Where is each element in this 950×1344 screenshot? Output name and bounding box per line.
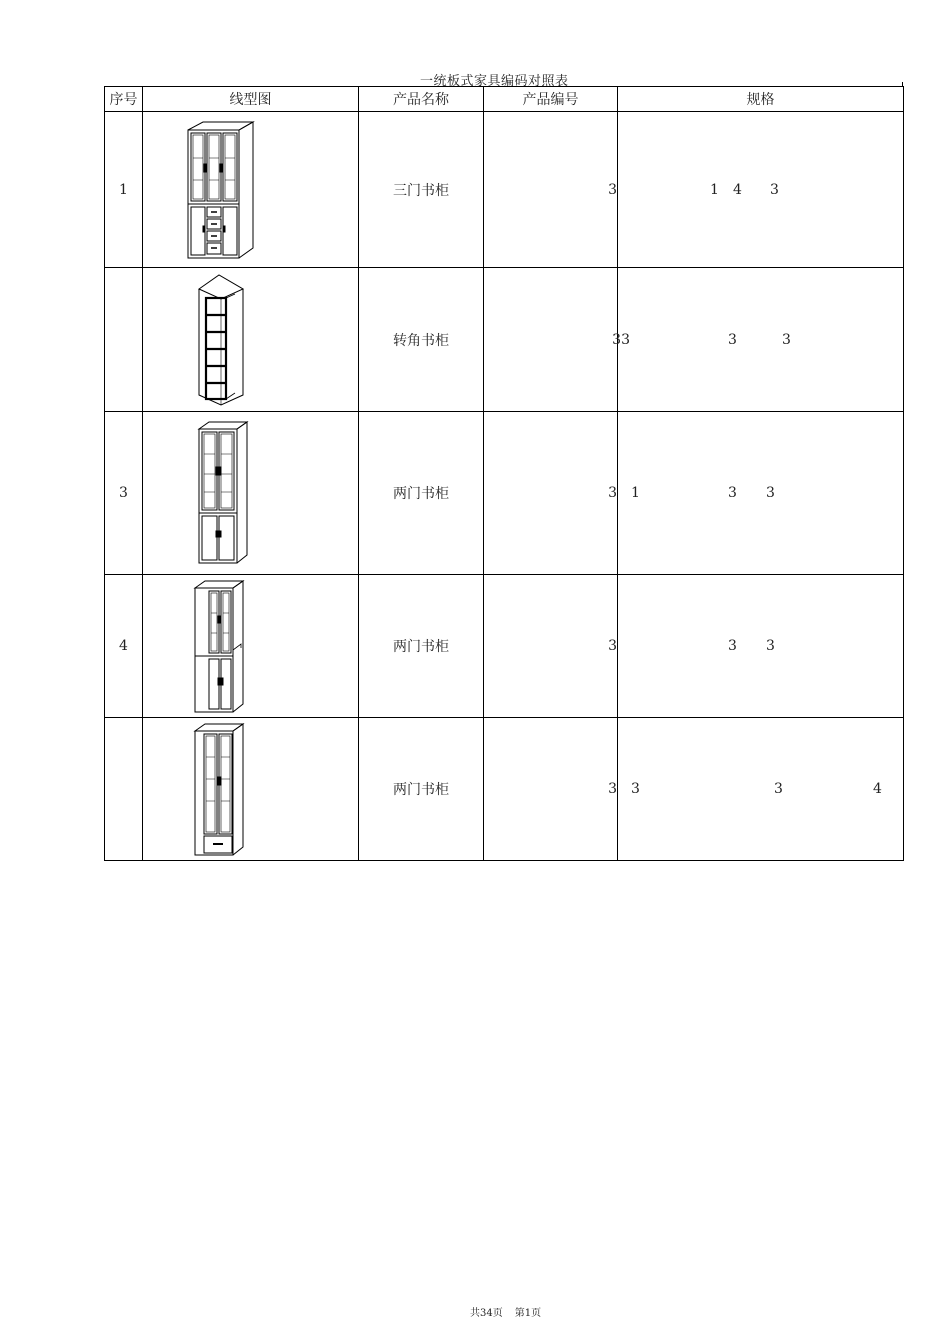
spec-value: 3 — [728, 331, 737, 348]
product-code-value: 3 — [608, 485, 617, 501]
spec-value: 3 — [770, 181, 779, 198]
spec-value: 1 — [710, 181, 719, 198]
spec-value: 3 — [631, 781, 640, 797]
row-spec — [618, 112, 904, 268]
corner-bookcase-icon — [195, 271, 247, 407]
table-row — [105, 575, 904, 718]
two-door-bookcase-icon — [195, 419, 251, 567]
product-code-value: 3 — [608, 181, 617, 198]
two-door-bookcase-with-drawer-icon — [191, 721, 247, 859]
product-code-value: 33 — [612, 331, 630, 348]
row-seq — [105, 268, 143, 412]
row-product-code — [484, 268, 630, 412]
product-code-value: 3 — [608, 638, 617, 654]
table-header-row — [105, 87, 904, 112]
header-seq: 序号 — [105, 87, 143, 112]
row-drawing — [143, 575, 359, 718]
row-seq: 4 — [105, 575, 143, 718]
row-drawing — [143, 268, 359, 412]
spec-value: 3 — [766, 638, 775, 654]
page-footer — [470, 1304, 553, 1319]
row-drawing — [143, 112, 359, 268]
table-row — [105, 718, 904, 861]
spec-value: 3 — [766, 485, 775, 501]
spec-value: 4 — [873, 781, 882, 797]
row-product-name: 两门书柜 — [359, 412, 484, 575]
spec-value: 3 — [782, 331, 791, 348]
header-product-name: 产品名称 — [359, 87, 484, 112]
table-row — [105, 112, 904, 268]
header-drawing: 线型图 — [143, 87, 359, 112]
row-product-name: 两门书柜 — [359, 575, 484, 718]
row-seq — [105, 718, 143, 861]
header-spec: 规格 — [618, 87, 904, 112]
row-spec — [618, 412, 904, 575]
row-product-name: 转角书柜 — [359, 268, 484, 412]
three-door-bookcase-icon — [183, 118, 259, 264]
total-pages: 共34页 — [470, 1308, 503, 1319]
document-title: 一统板式家具编码对照表 — [420, 74, 569, 89]
spec-value: 3 — [774, 781, 783, 797]
product-code-table — [104, 86, 904, 861]
two-door-bookcase-icon — [191, 578, 247, 716]
row-product-name: 三门书柜 — [359, 112, 484, 268]
row-drawing — [143, 412, 359, 575]
table-row — [105, 412, 904, 575]
row-product-code — [484, 112, 618, 268]
spec-value: 3 — [728, 485, 737, 501]
row-drawing — [143, 718, 359, 861]
table-row — [105, 268, 904, 412]
current-page: 第1页 — [514, 1308, 542, 1319]
row-seq: 3 — [105, 412, 143, 575]
spec-value: 1 — [631, 485, 640, 501]
row-spec — [618, 718, 904, 861]
row-product-name: 两门书柜 — [359, 718, 484, 861]
row-spec — [618, 575, 904, 718]
product-code-value: 3 — [608, 781, 617, 797]
header-product-code: 产品编号 — [484, 87, 618, 112]
row-seq: 1 — [105, 112, 143, 268]
row-product-code — [484, 412, 618, 575]
spec-value: 3 — [728, 638, 737, 654]
row-product-code — [484, 575, 618, 718]
spec-value: 4 — [733, 181, 742, 198]
row-product-code — [484, 718, 618, 861]
row-spec — [618, 268, 904, 412]
